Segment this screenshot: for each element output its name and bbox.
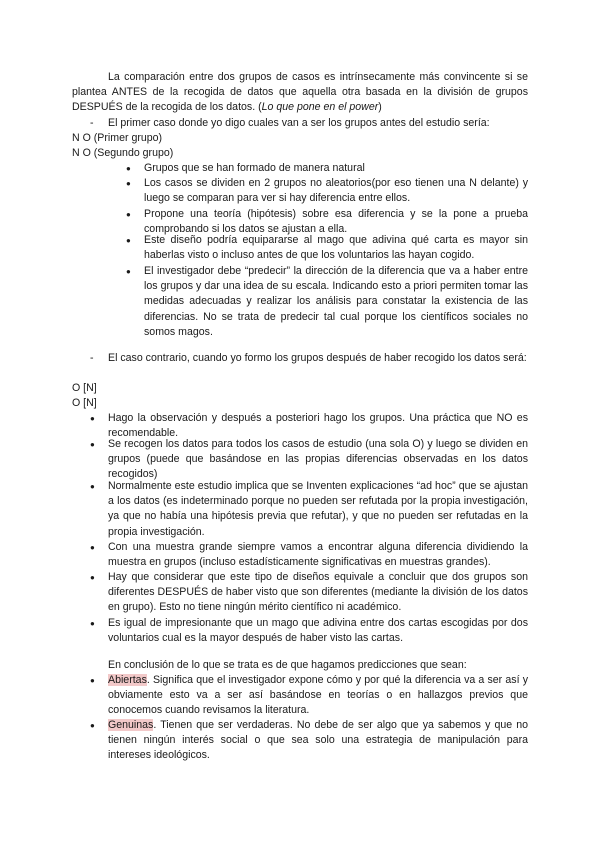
bullet-icon: ● [126,179,131,188]
case2-dash: - [90,352,94,364]
conclusion-intro: En conclusión de lo que se trata es de que hagamos predicciones que sean: [108,659,467,671]
case2-group-line-2: O [N] [72,397,97,409]
case2-bullet-3: Normalmente este estudio implica que se Inventen explicaciones “ad hoc” que se ajustan a los datos (es indeterminado porque no pueden ser refutada por la propia investigación, ya que no había una hipótesis previa que refutar), y que no pueden ser refutadas en la propia investigación. [108,480,528,538]
intro-close: ) [378,101,382,114]
bullet-icon: ● [126,210,131,219]
bullet-icon: ● [90,414,95,423]
case2-bullet-4: Con una muestra grande siempre vamos a encontrar alguna diferencia dividiendo la muestra en grupos (incluso estadísticamente significativas en muestras grandes). [108,541,528,569]
bullet-icon: ● [126,267,131,276]
intro-paragraph [72,70,528,116]
conclusion-item-2 [108,718,528,764]
bullet-icon: ● [126,164,131,173]
case1-bullet-5: El investigador debe “predecir” la dirección de la diferencia que va a haber entre los grupos y dar una idea de su escala. Indicando esto a priori permiten tomar las medidas adecuadas y realizar los análisis para constatar la existencia de las diferencias. No se trata de predecir tal cual porque los científicos sociales no somos magos. [144,265,528,338]
intro-italic-note: Lo que pone en el power [261,101,379,114]
bullet-icon: ● [90,440,95,449]
case2-group-line-1: O [N] [72,382,97,394]
case1-bullet-3: Propone una teoría (hipótesis) sobre esa diferencia y se la pone a prueba comprobando si los datos se ajustan a ella. [144,208,528,236]
bullet-icon: ● [90,543,95,552]
case2-bullet-6: Es igual de impresionante que un mago que adivina entre dos cartas escogidas por dos voluntarios cual es la mayor después de haber visto las cartas. [108,617,528,645]
case2-bullet-1: Hago la observación y después a posteriori hago los grupos. Una práctica que NO es recomendable. [108,412,528,440]
bullet-icon: ● [90,482,95,491]
intro-text: La comparación entre dos grupos de casos es intrínsecamente más convincente si se plantea ANTES de la recogida de datos que aquella otra basada en la división de grupos DESPUÉS de la recogida de los datos. ( [72,71,528,114]
conclusion-item-text: . Tienen que ser verdaderas. No debe de ser algo que ya sabemos y que no tienen ningún interés social o que sea solo una estrategia de manipulación para intereses ideológicos. [108,719,528,762]
case1-group-line-1: N O (Primer grupo) [72,132,163,144]
bullet-icon: ● [90,676,95,685]
highlighted-term: Abiertas [108,674,147,686]
bullet-icon: ● [90,619,95,628]
conclusion-item-1 [108,673,528,719]
bullet-icon: ● [126,236,131,245]
conclusion-item-text: . Significa que el investigador expone cómo y por qué la diferencia va a ser así y obviamente esto va a ser así basándose en teorías o en hallazgos previos que conocemos cuando revisamos la literatura. [108,674,528,717]
highlighted-term: Genuinas [108,719,154,731]
case1-bullet-2: Los casos se dividen en 2 grupos no aleatorios(por eso tienen una N delante) y luego se comparan para ver si hay diferencia entre ellos. [144,177,528,205]
case2-intro: El caso contrario, cuando yo formo los grupos después de haber recogido los datos será: [108,352,527,364]
case1-intro: El primer caso donde yo digo cuales van a ser los grupos antes del estudio sería: [108,117,490,129]
case2-bullet-5: Hay que considerar que este tipo de diseños equivale a concluir que dos grupos son diferentes DESPUÉS de haber visto que son diferentes (mediante la división de los datos en grupo). Esto no tiene ningún mérito científico ni académico. [108,571,528,614]
case1-bullet-4: Este diseño podría equipararse al mago que adivina qué carta es mayor sin haberlas visto o incluso antes de que los voluntarios las hayan cogido. [144,234,528,262]
case1-bullet-1: Grupos que se han formado de manera natural [144,162,365,174]
bullet-icon: ● [90,721,95,730]
bullet-icon: ● [90,573,95,582]
case1-group-line-2: N O (Segundo grupo) [72,147,174,159]
case2-bullet-2: Se recogen los datos para todos los casos de estudio (una sola O) y luego se dividen en grupos (puede que basándose en las propias diferencias observadas en los datos recogidos) [108,438,528,481]
case1-dash: - [90,117,94,129]
